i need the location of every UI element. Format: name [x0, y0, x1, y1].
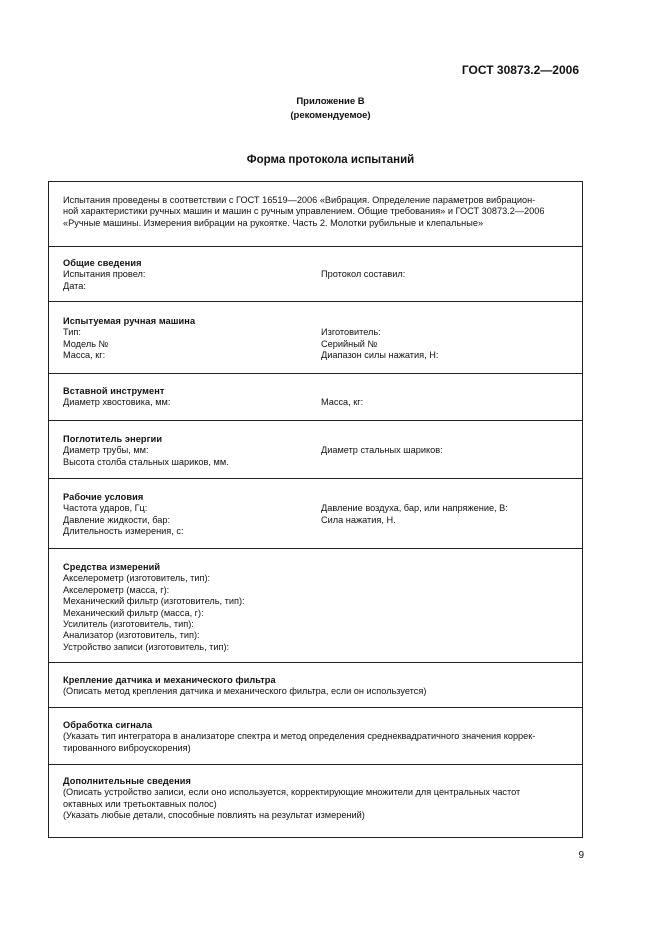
instrument-line: Акселерометр (изготовитель, тип):: [63, 573, 211, 584]
field-fluid-pressure: Давление жидкости, бар:: [63, 514, 171, 525]
field-tube-diameter: Диаметр трубы, мм:: [63, 445, 149, 456]
intro-line: ной характеристики ручных машин и машин с ручным управлением. Общие требования» и ГОСТ 30873.2—2006: [63, 206, 545, 217]
field-ball-column-height: Высота столба стальных шариков, мм.: [63, 456, 229, 467]
field-air-pressure-voltage: Давление воздуха, бар, или напряжение, В:: [321, 503, 508, 514]
conditions-section: [49, 478, 582, 548]
section-title: Рабочие условия: [63, 492, 144, 502]
field-measurement-duration: Длительность измерения, с:: [63, 526, 184, 537]
section-title: Средства измерений: [63, 562, 161, 572]
field-manufacturer: Изготовитель:: [321, 327, 381, 338]
appendix-heading: [0, 95, 661, 123]
appendix-status: (рекомендуемое): [290, 110, 371, 121]
field-shank-diameter: Диаметр хвостовика, мм:: [63, 397, 171, 408]
instrument-line: Усилитель (изготовитель, тип):: [63, 619, 194, 630]
instrument-line: Анализатор (изготовитель, тип):: [63, 630, 200, 641]
field-model: Модель №: [63, 338, 109, 349]
intro-line: «Ручные машины. Измерения вибрации на рукоятке. Часть 2. Молотки рубильные и клепальные»: [63, 217, 484, 228]
section-title: Дополнительные сведения: [63, 776, 191, 786]
appendix-label: Приложение В: [296, 96, 365, 107]
mounting-note: (Описать метод крепления датчика и механического фильтра, если он используется): [63, 686, 427, 697]
machine-section: [49, 301, 582, 373]
instrument-line: Механический фильтр (изготовитель, тип):: [63, 596, 245, 607]
protocol-form-table: [48, 181, 583, 838]
processing-note: (Указать тип интегратора в анализаторе спектра и метод определения среднеквадратичного значения коррек-: [63, 731, 536, 742]
general-section: [49, 246, 582, 301]
field-tested-by: Испытания провел:: [63, 269, 146, 280]
field-type: Тип:: [63, 327, 81, 338]
field-mass: Масса, кг:: [63, 350, 106, 361]
field-ball-diameter: Диаметр стальных шариков:: [321, 445, 443, 456]
tool-section: [49, 373, 582, 420]
field-tool-mass: Масса, кг:: [321, 397, 364, 408]
absorber-section: [49, 420, 582, 478]
form-title: Форма протокола испытаний: [246, 154, 415, 166]
field-serial: Серийный №: [321, 338, 378, 349]
section-title: Испытуемая ручная машина: [63, 316, 196, 326]
standard-code: ГОСТ 30873.2—2006: [461, 63, 579, 77]
field-report-author: Протокол составил:: [321, 269, 406, 280]
mounting-section: [49, 662, 582, 707]
section-title: Общие сведения: [63, 258, 142, 268]
section-title: Поглотитель энергии: [63, 434, 163, 444]
intro-line: Испытания проведены в соответствии с ГОСТ 16519—2006 «Вибрация. Определение параметров вибрацион-: [63, 195, 536, 205]
processing-section: [49, 707, 582, 764]
additional-note: (Указать любые детали, способные повлиять на результат измерений): [63, 810, 365, 821]
additional-note: октавных или третьоктавных полос): [63, 798, 217, 809]
page-number: 9: [578, 850, 584, 861]
instrument-line: Устройство записи (изготовитель, тип):: [63, 641, 230, 652]
intro-section: [49, 182, 582, 246]
field-feed-force: Сила нажатия, Н.: [321, 514, 396, 525]
field-force-range: Диапазон силы нажатия, Н:: [321, 350, 439, 361]
section-title: Обработка сигнала: [63, 720, 153, 730]
additional-note: (Описать устройство записи, если оно используется, корректирующие множители для центральных частот: [63, 787, 521, 798]
field-date: Дата:: [63, 280, 86, 291]
section-title: Вставной инструмент: [63, 386, 165, 396]
additional-section: [49, 764, 582, 837]
section-title: Крепление датчика и механического фильтра: [63, 675, 276, 685]
field-impact-frequency: Частота ударов, Гц:: [63, 503, 148, 514]
processing-note: тированного виброускорения): [63, 742, 191, 753]
instrument-line: Механический фильтр (масса, г):: [63, 607, 204, 618]
instrument-line: Акселерометр (масса, г):: [63, 584, 170, 595]
instruments-section: [49, 548, 582, 662]
